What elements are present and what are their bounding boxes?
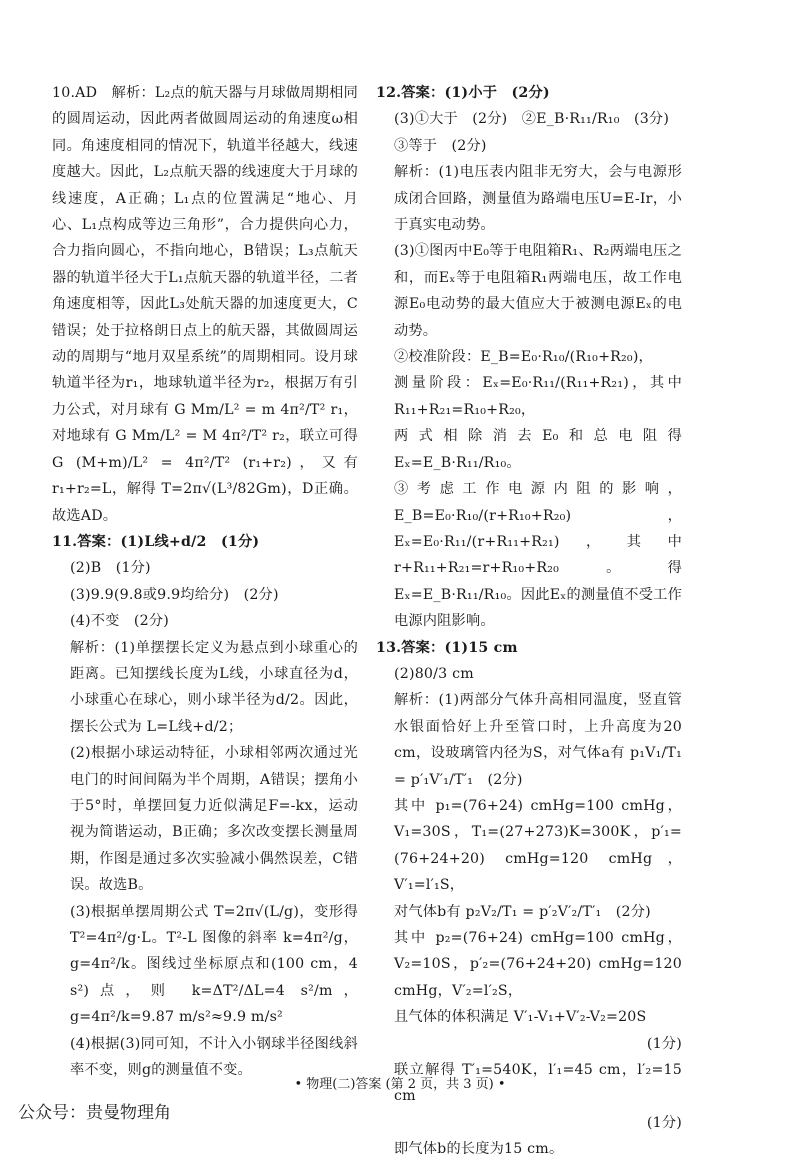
left-paragraph: 10.AD 解析：L₂点的航天器与月球做周期相同的圆周运动，因此两者做圆周运动的角速度ω相同。角速度相同的情况下，轨道半径越大，线速度越大。因此，L₂点航天器的线速度大于月球的线速度，A正确；L₁点的位置满足“地心、月心、L₁点构成等边三角形”，合力提供向心力，合力指向圆心，不指向地心，B错误；L₃点航天器的轨道半径大于L₁点航天器的轨道半径，二者角速度相等，因此L₃处航天器的加速度更大，C错误；处于拉格朗日点上的航天器，其做圆周运动的周期与“地月双星系统”的周期相同。设月球轨道半径为r₁，地球轨道半径为r₂，根据万有引力公式，对月球有 G Mm/L² = m 4π²/T² r₁，对地球有 G Mm/L² = M 4π²/T² r₂，联立可得 G (M+m)/L² = 4π²/T² (r₁+r₂)，又有 r₁+r₂=L，解得 T=2π√(L³/82Gm)，D正确。故选AD。 [52,85,358,524]
watermark-credit: 公众号：贵曼物理角 [18,1103,171,1123]
right-paragraph: 两式相除消去E₀和总电阻得 Eₓ=E_B·R₁₁/R₁₀。 [394,428,682,471]
right-paragraph: 解析：(1)电压表内阻非无穷大，会与电源形成闭合回路，测量值为路端电压U=E-Ir，小于真实电动势。 [394,164,682,234]
right-column [376,80,682,1163]
left-paragraph: (4)不变 (2分) [70,613,169,630]
left-column [52,80,358,1083]
left-paragraph: 11.答案：(1)L线+d/2 (1分) [52,533,260,550]
left-paragraph: (3)9.9(9.8或9.9均给分) (2分) [70,586,279,603]
right-paragraph: (3)①大于 (2分) ②E_B·R₁₁/R₁₀ (3分) [394,111,670,128]
right-paragraph: ③等于 (2分) [394,137,487,154]
right-paragraph: 其中 p₁=(76+24) cmHg=100 cmHg，V₁=30S，T₁=(27+273)K=300K，p′₁=(76+24+20) cmHg=120 cmHg，V′₁=l′₁S， [394,797,682,894]
right-paragraph: 测量阶段：Eₓ=E₀·R₁₁/(R₁₁+R₂₁)，其中R₁₁+R₂₁=R₁₀+R₂₀， [394,375,682,418]
left-paragraph: (2)B (1分) [70,560,151,577]
page-footer: • 物理(二)答案 (第 2 页，共 3 页) • [294,1077,506,1092]
right-paragraph: (2)80/3 cm [394,665,474,682]
right-paragraph: (3)①图丙中E₀等于电阻箱R₁、R₂两端电压之和，而Eₓ等于电阻箱R₁两端电压，故工作电源E₀电动势的最大值应大于被测电源Eₓ的电动势。 [394,243,682,339]
right-paragraph: ③考虑工作电源内阻的影响，E_B=E₀·R₁₀/(r+R₁₀+R₂₀)，Eₓ=E₀·R₁₁/(r+R₁₁+R₂₁)，其中r+R₁₁+R₂₁=r+R₁₀+R₂₀。得Eₓ=E_B·R₁₁/R₁₀。因此Eₓ的测量值不受工作电源内阻影响。 [394,481,682,630]
right-paragraph: 即气体b的长度为15 cm。 [394,1141,564,1158]
right-paragraph: 其中 p₂=(76+24) cmHg=100 cmHg，V₂=10S，p′₂=(76+24+20) cmHg=120 cmHg，V′₂=l′₂S， [394,930,682,999]
left-paragraph: 解析：(1)单摆摆长定义为悬点到小球重心的距离。已知摆线长度为L线，小球直径为d，小球重心在球心，则小球半径为d/2。因此，摆长公式为 L=L线+d/2； [70,639,358,735]
right-paragraph: 13.答案：(1)15 cm [376,639,518,656]
right-paragraph: (1分) [646,1114,682,1131]
right-paragraph: (1分) [646,1035,682,1052]
right-paragraph: 12.答案：(1)小于 (2分) [376,85,550,101]
left-paragraph: (4)根据(3)同可知，不计入小钢球半径图线斜率不变，则g的测量值不变。 [70,1035,358,1079]
right-paragraph: 联立解得 T′₁=540K，l′₁=45 cm，l′₂=15 cm [394,1062,682,1105]
left-paragraph: (3)根据单摆周期公式 T=2π√(L/g)，变形得 T²=4π²/g·L。T²-L 图像的斜率 k=4π²/g，g=4π²/k。图线过坐标原点和(100 cm，4 s²)点，则 k=ΔT²/ΔL=4 s²/m，g=4π²/k=9.87 m/s²≈9.9 m/s² [70,903,358,1026]
right-paragraph: 对气体b有 p₂V₂/T₁ = p′₂V′₂/T′₁ (2分) [394,903,651,920]
right-paragraph: 解析：(1)两部分气体升高相同温度，竖直管水银面恰好上升至管口时，上升高度为20 cm，设玻璃管内径为S，对气体a有 p₁V₁/T₁ = p′₁V′₁/T′₁ (2分) [394,692,682,788]
right-paragraph: ②校准阶段：E_B=E₀·R₁₀/(R₁₀+R₂₀)， [394,349,653,366]
right-paragraph: 且气体的体积满足 V′₁-V₁+V′₂-V₂=20S [394,1009,647,1026]
left-paragraph: (2)根据小球运动特征，小球相邻两次通过光电门的时间间隔为半个周期，A错误；摆角小于5°时，单摆回复力近似满足F=-kx，运动视为简谐运动，B正确；多次改变摆长测量周期，作图是通过多次实验减小偶然误差，C错误。故选B。 [70,745,358,894]
